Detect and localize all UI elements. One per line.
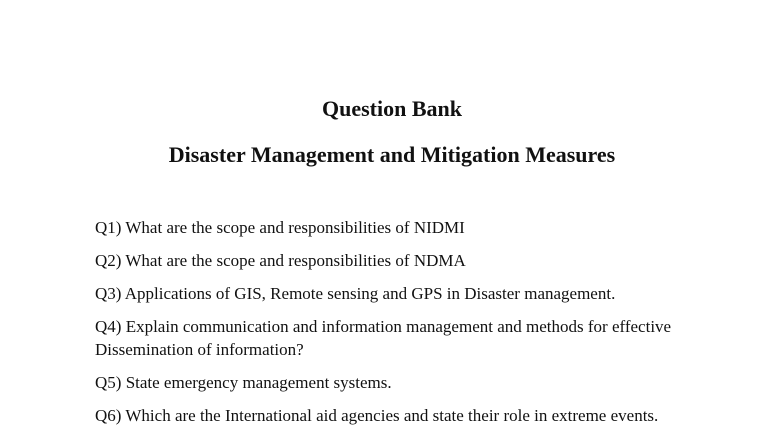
question-item-5: Q5) State emergency management systems. <box>95 373 392 392</box>
document-subtitle: Disaster Management and Mitigation Measures <box>168 142 616 167</box>
question-item-2: Q2) What are the scope and responsibilities of NDMA <box>95 251 466 270</box>
question-item-4: Q4) Explain communication and information management and methods for effective Dissemination of information? <box>95 317 672 359</box>
question-list <box>95 216 715 437</box>
document-title: Question Bank <box>322 96 462 121</box>
question-item-3: Q3) Applications of GIS, Remote sensing and GPS in Disaster management. <box>95 284 616 303</box>
question-item-6: Q6) Which are the International aid agencies and state their role in extreme events. <box>95 406 659 425</box>
question-item-1: Q1) What are the scope and responsibilities of NIDMI <box>95 218 465 237</box>
